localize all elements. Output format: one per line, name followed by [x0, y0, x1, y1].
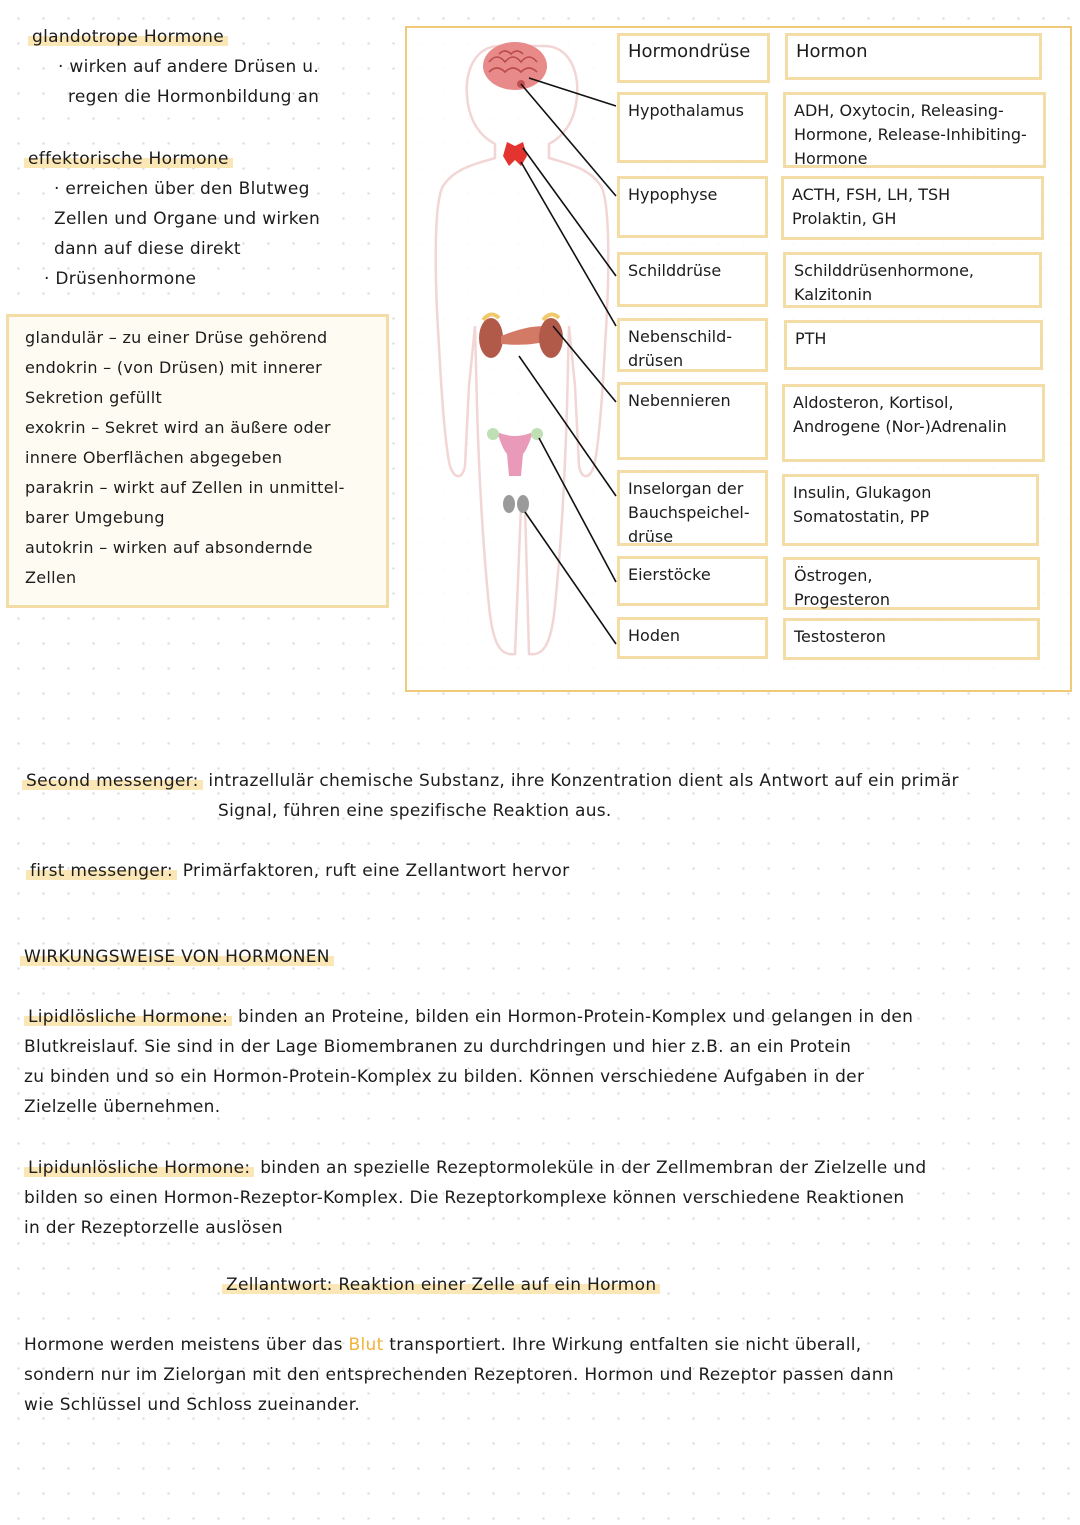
zellantwort-block [222, 1270, 822, 1300]
transport-text-1a: Hormone werden meistens über das [24, 1335, 343, 1355]
gland-cell-hypophyse: Hypophyse [617, 176, 768, 238]
hormone-cell-nebenschilddruesen: PTH [784, 320, 1043, 370]
second-messenger-text-1: intrazellulär chemische Substanz, ihre Konzentration dient als Antwort auf ein primär [208, 771, 959, 791]
gland-cell-inselorgan: Inselorgan der Bauchspeichel-drüse [617, 470, 768, 546]
hormone-cell-hypothalamus: ADH, Oxytocin, Releasing-Hormone, Release-Inhibiting-Hormone [783, 92, 1046, 168]
hormone-cell-hoden: Testosteron [783, 618, 1040, 660]
pancreas-icon [479, 314, 563, 358]
effektorisch-text-3: dann auf diese direkt [54, 239, 241, 259]
transport-text-2: sondern nur im Zielorgan mit den entsprechenden Rezeptoren. Hormon und Rezeptor passen dann [24, 1365, 894, 1385]
glandotrop-text-1: · wirken auf andere Drüsen u. [58, 57, 320, 77]
brain-icon [483, 42, 547, 90]
zellantwort-definition [222, 1275, 660, 1295]
lipidunloeslich-text-2: bilden so einen Hormon-Rezeptor-Komplex. Die Rezeptorkomplexe können verschiedene Reaktionen [24, 1188, 905, 1208]
lipidunloeslich-block [24, 1153, 1074, 1243]
lipidloeslich-block [24, 1002, 1069, 1122]
lipidunloeslich-text-3: in der Rezeptorzelle auslösen [24, 1218, 283, 1238]
effektorisch-section [24, 144, 394, 294]
glossary-line: endokrin – (von Drüsen) mit innerer [25, 358, 323, 377]
glandotrop-title: glandotrope Hormone [28, 27, 228, 47]
hormone-cell-schilddruese: Schilddrüsenhormone, Kalzitonin [783, 252, 1042, 308]
glandotrop-section [28, 22, 388, 112]
gland-cell-hoden: Hoden [617, 617, 768, 659]
effektorisch-text-2: Zellen und Organe und wirken [54, 209, 321, 229]
testes-icon [503, 495, 529, 513]
glossary-line: autokrin – wirken auf absondernde [25, 538, 313, 557]
thyroid-icon [503, 142, 527, 166]
gland-cell-schilddruese: Schilddrüse [617, 252, 768, 307]
lipidloeslich-text-2: Blutkreislauf. Sie sind in der Lage Biomembranen zu durchdringen und hier z.B. an ein Protein [24, 1037, 852, 1057]
wirkungsweise-heading: WIRKUNGSWEISE VON HORMONEN [20, 947, 334, 967]
effektorisch-title: effektorische Hormone [24, 149, 233, 169]
first-messenger-block [26, 856, 926, 886]
glossary-box [6, 314, 389, 608]
effektorisch-text-1: · erreichen über den Blutweg [54, 179, 310, 199]
body-outline [436, 46, 609, 654]
glossary-line: Zellen [25, 568, 77, 587]
uterus-icon [487, 428, 543, 476]
blut-word: Blut [348, 1335, 384, 1355]
transport-block [24, 1330, 1069, 1420]
table-header-hormone: Hormon [785, 33, 1042, 80]
wirkungsweise-heading-wrap [20, 942, 334, 972]
transport-text-3: wie Schlüssel und Schloss zueinander. [24, 1395, 361, 1415]
table-header-gland: Hormondrüse [617, 33, 770, 83]
gland-cell-nebennieren: Nebennieren [617, 382, 768, 460]
glossary-line: exokrin – Sekret wird an äußere oder [25, 418, 331, 437]
zellantwort-text: Reaktion einer Zelle auf ein Hormon [338, 1275, 657, 1295]
zellantwort-label: Zellantwort: [226, 1275, 333, 1295]
glossary-line: glandulär – zu einer Drüse gehörend [25, 328, 328, 347]
hormone-cell-hypophyse: ACTH, FSH, LH, TSH Prolaktin, GH [781, 176, 1044, 240]
glossary-line: innere Oberflächen abgegeben [25, 448, 283, 467]
lipidloeslich-text-1: binden an Proteine, bilden ein Hormon-Protein-Komplex und gelangen in den [238, 1007, 914, 1027]
lipidloeslich-label: Lipidlösliche Hormone: [24, 1007, 232, 1027]
hormone-cell-eierstoecke: Östrogen, Progesteron [783, 557, 1040, 610]
hormone-cell-inselorgan: Insulin, Glukagon Somatostatin, PP [782, 474, 1039, 546]
glossary-line: parakrin – wirkt auf Zellen in unmittel- [25, 478, 345, 497]
effektorisch-text-4: · Drüsenhormone [44, 269, 197, 289]
gland-cell-nebenschilddruesen: Nebenschild-drüsen [617, 318, 768, 372]
first-messenger-label: first messenger: [26, 861, 177, 881]
hormone-cell-nebennieren: Aldosteron, Kortisol, Androgene (Nor-)Adrenalin [782, 384, 1045, 462]
first-messenger-text: Primärfaktoren, ruft eine Zellantwort hervor [182, 861, 570, 881]
gland-cell-eierstoecke: Eierstöcke [617, 556, 768, 606]
second-messenger-block [22, 766, 1067, 826]
lipidunloeslich-label: Lipidunlösliche Hormone: [24, 1158, 254, 1178]
lipidunloeslich-text-1: binden an spezielle Rezeptormoleküle in der Zellmembran der Zielzelle und [260, 1158, 927, 1178]
lipidloeslich-text-3: zu binden und so ein Hormon-Protein-Komplex zu bilden. Können verschiedene Aufgaben in der [24, 1067, 865, 1087]
transport-text-1b: transportiert. Ihre Wirkung entfalten sie nicht überall, [389, 1335, 862, 1355]
lipidloeslich-text-4: Zielzelle übernehmen. [24, 1097, 221, 1117]
glossary-line: Sekretion gefüllt [25, 388, 163, 407]
glandotrop-text-2: regen die Hormonbildung an [68, 87, 320, 107]
second-messenger-label: Second messenger: [22, 771, 203, 791]
gland-cell-hypothalamus: Hypothalamus [617, 92, 768, 163]
second-messenger-text-2: Signal, führen eine spezifische Reaktion aus. [218, 801, 612, 821]
glossary-line: barer Umgebung [25, 508, 165, 527]
